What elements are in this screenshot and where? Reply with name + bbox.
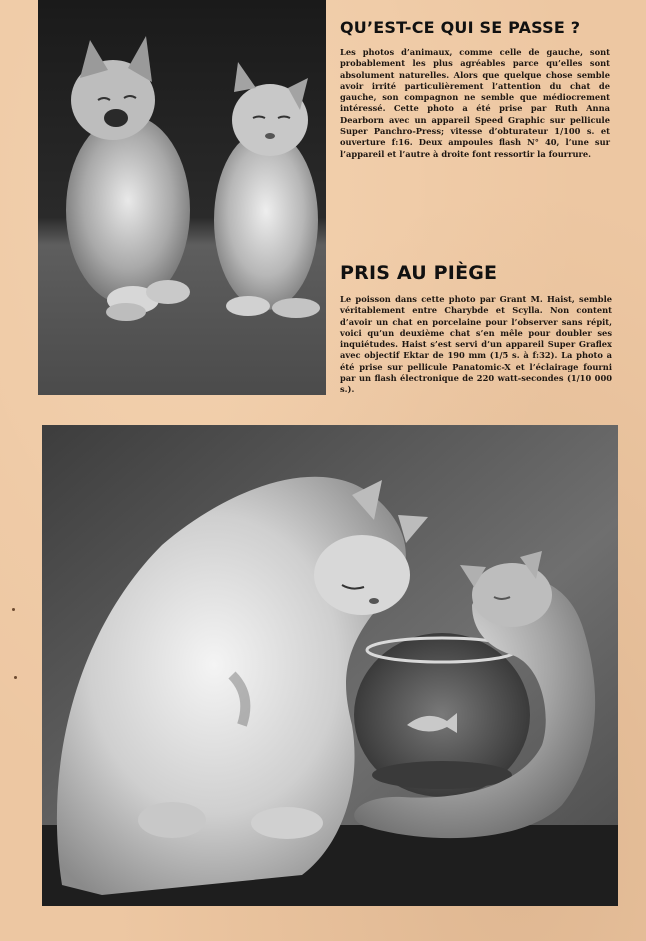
- page-speck: [14, 676, 17, 679]
- kittens-photo: [38, 0, 326, 395]
- cat-fishbowl-photo: [42, 425, 618, 906]
- fishbowl: [354, 633, 530, 797]
- page-speck: [12, 608, 15, 611]
- article-caught-in-trap: [340, 262, 612, 396]
- headline: QU’EST-CE QUI SE PASSE ?: [340, 18, 581, 37]
- article-what-is-happening: [340, 18, 610, 160]
- article-body: Les photos d’animaux, comme celle de gauche, sont probablement les plus agréables parce qu’elles sont absolument naturelles. Alors que quelque chose semble avoir irrité particulièrement l’attention du chat de gauche, son compagnon ne semble que médiocrement intéressé. Cette photo a été prise par Ruth Anna Dearborn avec un appareil Speed Graphic sur pellicule Super Panchro-Press; vitesse d’obturateur 1/100 s. et ouverture f:16. Deux ampoules flash N° 40, l’une sur l’appareil et l’autre à droite font ressortir la fourrure.: [340, 47, 610, 159]
- article-body: Le poisson dans cette photo par Grant M. Haist, semble véritablement entre Charybde et Scylla. Non content d’avoir un chat en porcelaine pour l’observer sans répit, voici qu’un deuxième chat s’en mêle pour doubler ses inquiétudes. Haist s’est servi d’un appareil Super Graflex avec objectif Ektar de 190 mm (1/5 s. à f:32). La photo a été prise sur pellicule Panatomic-X et l’éclairage fourni par un flash électronique de 220 watt-secondes (1/10 000 s.).: [340, 294, 612, 395]
- headline: PRIS AU PIÈGE: [340, 262, 498, 284]
